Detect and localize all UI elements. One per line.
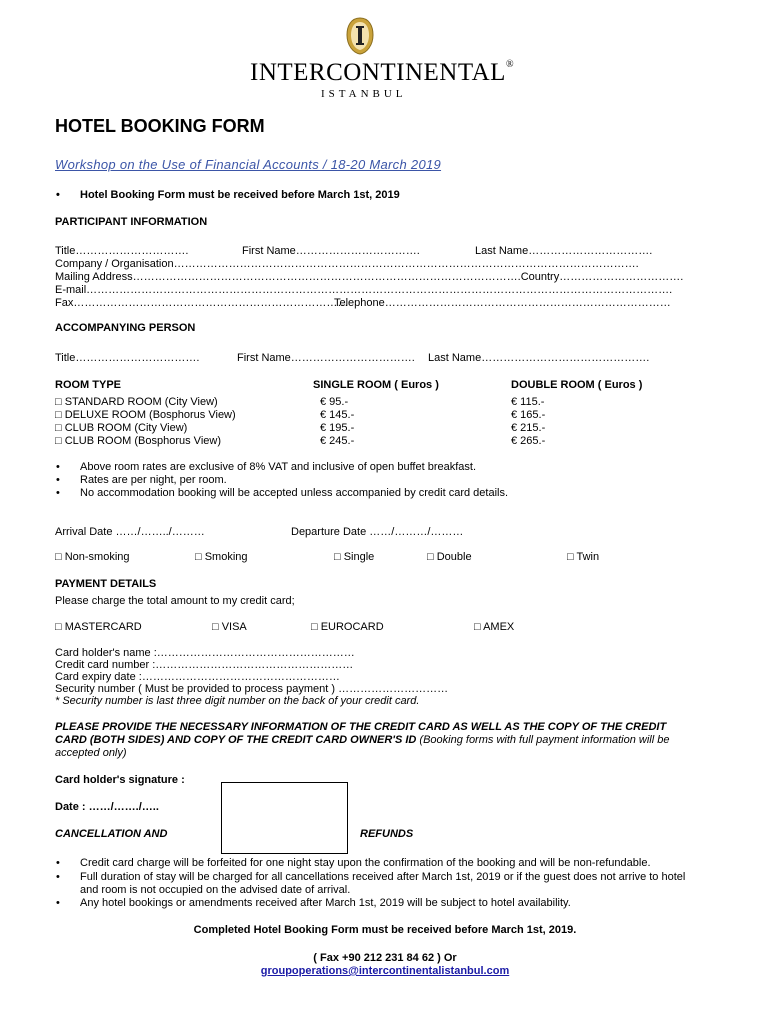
mailing-address-field[interactable]: Mailing Address…………………………………………………………………………………………….Country……………………………. <box>55 271 684 283</box>
participant-title-field[interactable]: Title…………………………. <box>55 245 189 257</box>
accompanying-last-name-field[interactable]: Last Name………………………………………. <box>428 352 650 364</box>
cancellation-note-continued: and room is not occupied on the advised date of arrival. <box>80 884 351 896</box>
arrival-date-field[interactable]: Arrival Date ……/……../……… <box>55 526 205 538</box>
single-rate: € 245.- <box>320 435 355 447</box>
card-number-field[interactable]: Credit card number :……………………………………………… <box>55 659 354 671</box>
col-room-type: ROOM TYPE <box>55 379 122 391</box>
col-single-room: SINGLE ROOM ( Euros ) <box>313 379 439 391</box>
card-holder-name-field[interactable]: Card holder's name :……………………………………………… <box>55 647 355 659</box>
option-single[interactable]: □ Single <box>334 551 375 563</box>
single-rate: € 95.- <box>320 396 349 408</box>
signature-box[interactable] <box>221 782 348 854</box>
room-option-club-bosphorus[interactable]: □ CLUB ROOM (Bosphorus View) <box>55 435 221 447</box>
card-notice-normal: (Booking forms with full payment information will be <box>416 734 670 746</box>
card-option-mastercard[interactable]: □ MASTERCARD <box>55 621 142 633</box>
double-rate: € 265.- <box>511 435 546 447</box>
telephone-field[interactable]: Telephone…………………………………………………………………… <box>334 297 671 309</box>
company-field[interactable]: Company / Organisation………………………………………………………………………………………………………………. <box>55 258 639 270</box>
room-note: • Above room rates are exclusive of 8% VAT and inclusive of open buffet breakfast. <box>80 461 476 474</box>
room-option-standard[interactable]: □ STANDARD ROOM (City View) <box>55 396 218 408</box>
participant-last-name-field[interactable]: Last Name……………………………. <box>475 245 653 257</box>
security-number-field[interactable]: Security number ( Must be provided to process payment ) ………………………… <box>55 683 449 695</box>
brand-name: INTERCONTINENTAL® <box>250 59 515 86</box>
cancellation-note: • Any hotel bookings or amendments received after March 1st, 2019 will be subject to hotel availability. <box>80 897 571 910</box>
option-double[interactable]: □ Double <box>427 551 472 563</box>
brand-city: ISTANBUL <box>321 88 407 100</box>
option-non-smoking[interactable]: □ Non-smoking <box>55 551 130 563</box>
card-expiry-field[interactable]: Card expiry date :……………………………………………… <box>55 671 340 683</box>
card-notice-bold: CARD (BOTH SIDES) AND COPY OF THE CREDIT CARD OWNER'S ID <box>55 734 417 746</box>
footer-email-row <box>0 965 770 978</box>
page-title: HOTEL BOOKING FORM <box>55 116 265 136</box>
payment-instruction: Please charge the total amount to my credit card; <box>55 595 295 607</box>
deadline-note: • Hotel Booking Form must be received before March 1st, 2019 <box>80 189 400 202</box>
cancellation-note: • Credit card charge will be forfeited for one night stay upon the confirmation of the booking and will be non-refundable. <box>80 857 651 870</box>
room-option-deluxe[interactable]: □ DELUXE ROOM (Bosphorus View) <box>55 409 236 421</box>
cancellation-note: • Full duration of stay will be charged for all cancellations received after March 1st, 2019 or if the guest does not arrive to hotel <box>80 871 685 884</box>
accompanying-title-field[interactable]: Title……………………………. <box>55 352 200 364</box>
card-option-amex[interactable]: □ AMEX <box>474 621 515 633</box>
accompanying-first-name-field[interactable]: First Name……………………………. <box>237 352 415 364</box>
signature-date-field[interactable]: Date : ……/……./….. <box>55 801 159 813</box>
card-notice-line1: PLEASE PROVIDE THE NECESSARY INFORMATION OF THE CREDIT CARD AS WELL AS THE COPY OF THE CREDIT <box>55 721 667 733</box>
refunds-heading: REFUNDS <box>360 828 414 840</box>
card-option-visa[interactable]: □ VISA <box>212 621 247 633</box>
room-note: • No accommodation booking will be accepted unless accompanied by credit card details. <box>80 487 508 500</box>
col-double-room: DOUBLE ROOM ( Euros ) <box>511 379 643 391</box>
participant-heading: PARTICIPANT INFORMATION <box>55 216 208 228</box>
payment-heading: PAYMENT DETAILS <box>55 578 157 590</box>
email-field[interactable]: E-mail……………………………………………………………………………………………………………………………………………. <box>55 284 673 296</box>
cancellation-heading: CANCELLATION AND <box>55 828 168 840</box>
double-rate: € 165.- <box>511 409 546 421</box>
security-note: * Security number is last three digit number on the back of your credit card. <box>55 695 420 707</box>
card-notice-line3: accepted only) <box>55 747 127 759</box>
room-option-club-city[interactable]: □ CLUB ROOM (City View) <box>55 422 188 434</box>
card-option-eurocard[interactable]: □ EUROCARD <box>311 621 384 633</box>
footer-completed: Completed Hotel Booking Form must be received before March 1st, 2019. <box>193 924 577 936</box>
card-notice-line2 <box>55 734 669 747</box>
room-note: • Rates are per night, per room. <box>80 474 227 487</box>
intercontinental-crest-icon <box>345 16 375 56</box>
single-rate: € 195.- <box>320 422 355 434</box>
option-smoking[interactable]: □ Smoking <box>195 551 248 563</box>
fax-field[interactable]: Fax………………………………………………………………… <box>55 297 349 309</box>
double-rate: € 215.- <box>511 422 546 434</box>
departure-date-field[interactable]: Departure Date ……/………/……… <box>291 526 464 538</box>
event-subtitle: Workshop on the Use of Financial Accounts / 18-20 March 2019 <box>55 157 442 172</box>
double-rate: € 115.- <box>511 396 545 408</box>
participant-first-name-field[interactable]: First Name……………………………. <box>242 245 420 257</box>
accompanying-heading: ACCOMPANYING PERSON <box>55 322 196 334</box>
footer-fax: ( Fax +90 212 231 84 62 ) Or <box>313 952 457 964</box>
single-rate: € 145.- <box>320 409 355 421</box>
option-twin[interactable]: □ Twin <box>567 551 600 563</box>
signature-label: Card holder's signature : <box>55 774 185 786</box>
email-link[interactable]: groupoperations@intercontinentalistanbul.com <box>260 965 510 977</box>
